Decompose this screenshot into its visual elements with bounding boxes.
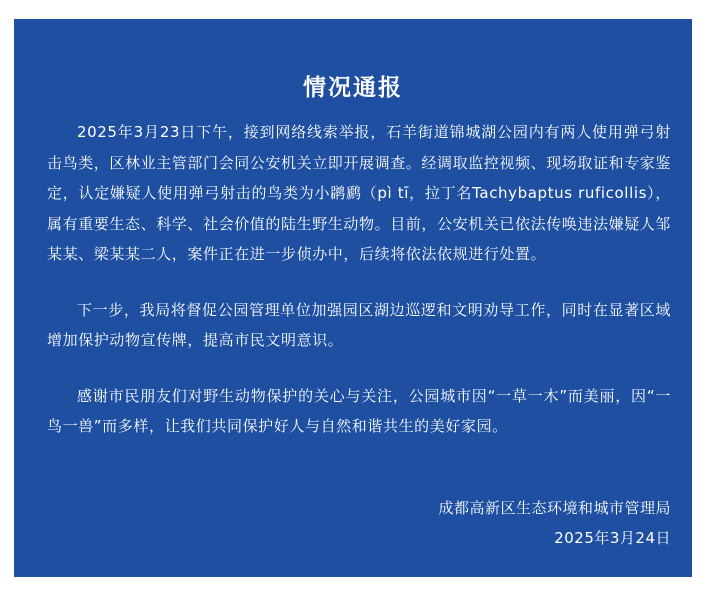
issuer-name: 成都高新区生态环境和城市管理局 [438,499,671,517]
notice-body [47,117,671,467]
signature-block [438,493,671,553]
paragraph-next-steps: 下一步，我局将督促公园管理单位加强园区湖边巡逻和文明劝导工作，同时在显著区域增加保护动物宣传牌，提高市民文明意识。 [47,300,671,349]
notice-title: 情况通报 [303,75,403,101]
notice-panel [14,19,692,577]
issue-date: 2025年3月24日 [554,529,671,547]
paragraph-incident: 2025年3月23日下午，接到网络线索举报，石羊街道锦城湖公园内有两人使用弹弓射击鸟类，区林业主管部门会同公安机关立即开展调查。经调取监控视频、现场取证和专家鉴定，认定嫌疑人使用弹弓射击的鸟类为小䴙䴘（pì tī，拉丁名Tachybaptus ruficollis），属有重要生态、科学、社会价值的陆生野生动物。目前，公安机关已依法传唤违法嫌疑人邹某某、梁某某二人，案件正在进一步侦办中，后续将依法依规进行处置。 [47,123,672,263]
paragraph-thanks: 感谢市民朋友们对野生动物保护的关心与关注，公园城市因“一草一木”而美丽，因“一鸟一兽”而多样，让我们共同保护好人与自然和谐共生的美好家园。 [47,386,671,435]
